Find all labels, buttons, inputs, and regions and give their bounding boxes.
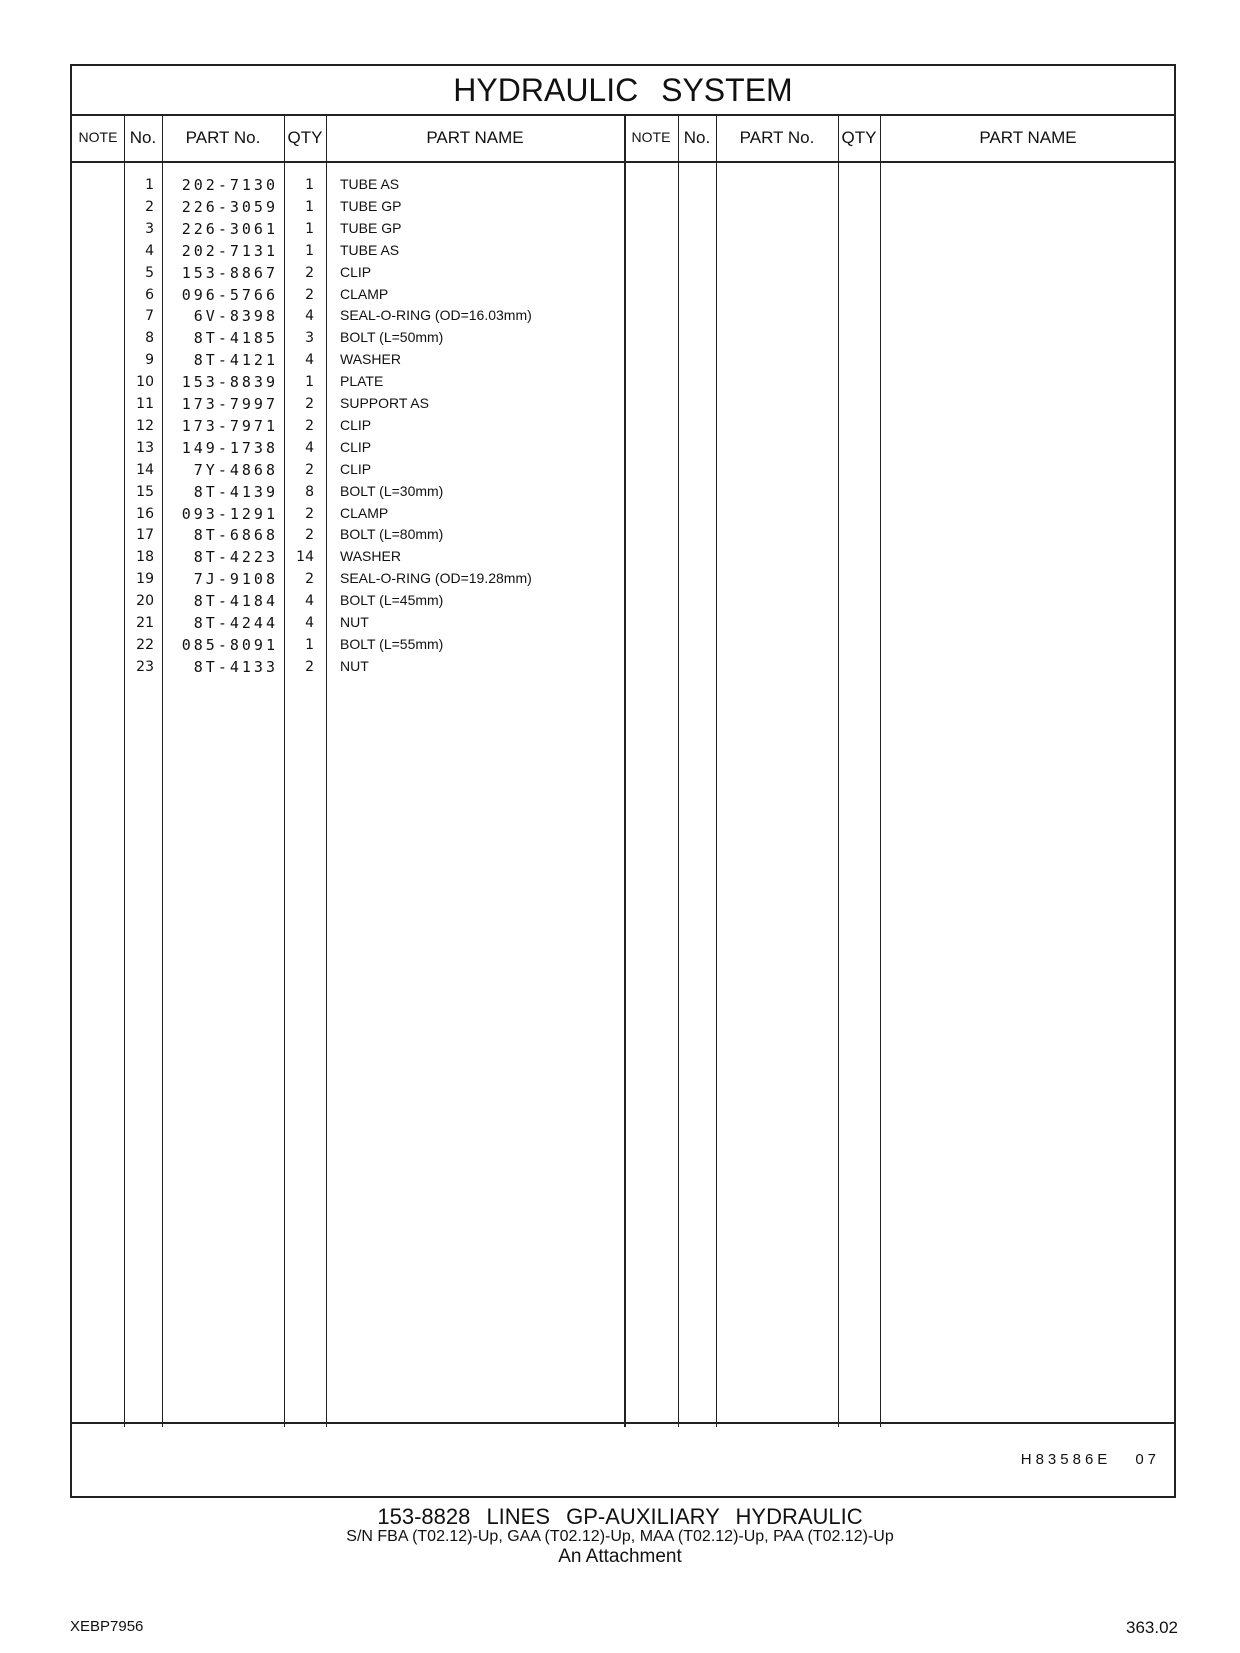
part-name: CLIP — [340, 263, 372, 280]
table-row — [72, 196, 632, 219]
table-row — [72, 503, 632, 526]
part-name: SUPPORT AS — [340, 395, 429, 411]
part-number: 202-7131 — [181, 241, 278, 260]
item-number: 20 — [136, 593, 154, 610]
quantity: 2 — [305, 286, 314, 303]
drawing-code-rev: 07 — [1135, 1451, 1160, 1468]
header-part-name-left: PART NAME — [426, 128, 524, 147]
col-divider — [880, 114, 881, 1427]
part-number: 093-1291 — [181, 504, 278, 523]
part-number: 149-1738 — [181, 438, 278, 457]
header-part-name-right: PART NAME — [979, 128, 1077, 147]
item-number: 14 — [136, 461, 154, 478]
col-divider — [678, 114, 679, 1427]
drawing-code — [1021, 1451, 1160, 1468]
part-number: 173-7997 — [181, 395, 278, 413]
item-number: 1 — [145, 177, 154, 193]
part-name: TUBE GP — [340, 197, 402, 214]
item-number: 18 — [136, 549, 154, 566]
part-number: 173-7971 — [181, 416, 278, 435]
table-row — [72, 415, 632, 438]
table-row — [72, 568, 632, 591]
header-qty-right: QTY — [841, 128, 877, 147]
item-number: 13 — [136, 439, 154, 456]
part-number: 8T-4133 — [193, 657, 278, 676]
table-row — [72, 262, 632, 285]
table-row — [72, 612, 632, 635]
quantity: 4 — [305, 615, 314, 631]
part-number: 8T-6868 — [193, 526, 278, 545]
parts-table-frame — [70, 64, 1176, 1498]
quantity: 3 — [305, 330, 314, 347]
header-no-left: No. — [129, 128, 157, 147]
table-row — [72, 174, 632, 197]
table-row — [72, 459, 632, 482]
part-name: TUBE AS — [340, 176, 400, 192]
table-row — [72, 393, 632, 416]
part-number: 8T-4121 — [193, 351, 278, 370]
part-number: 096-5766 — [181, 285, 278, 304]
quantity: 14 — [296, 549, 314, 566]
part-number: 8T-4185 — [193, 329, 278, 348]
table-row — [72, 218, 632, 241]
part-number: 8T-4139 — [193, 482, 278, 501]
drawing-code-id: H83586E — [1020, 1451, 1112, 1468]
header-no-right: No. — [683, 128, 711, 147]
part-name: NUT — [340, 614, 369, 630]
item-number: 17 — [136, 527, 154, 544]
item-number: 10 — [136, 374, 154, 391]
table-row — [72, 284, 632, 307]
quantity: 4 — [305, 352, 314, 369]
item-number: 23 — [136, 658, 154, 675]
item-number: 5 — [145, 264, 154, 281]
quantity: 4 — [305, 439, 314, 456]
item-number: 4 — [145, 242, 154, 259]
quantity: 1 — [305, 198, 314, 215]
serial-numbers: S/N FBA (T02.12)-Up, GAA (T02.12)-Up, MAA (T02.12)-Up, PAA (T02.12)-Up — [346, 1528, 894, 1545]
quantity: 2 — [305, 658, 314, 675]
part-number: 153-8839 — [181, 373, 278, 392]
header-note-right: NOTE — [631, 129, 671, 145]
quantity: 1 — [305, 242, 314, 259]
table-header — [72, 114, 1174, 163]
table-row — [72, 240, 632, 263]
part-number: 8T-4223 — [193, 548, 278, 567]
item-number: 11 — [136, 396, 154, 412]
part-name: SEAL-O-RING (OD=19.28mm) — [340, 570, 532, 587]
header-qty-left: QTY — [287, 128, 323, 147]
part-number: 226-3061 — [181, 219, 278, 238]
part-name: PLATE — [340, 373, 384, 390]
quantity: 4 — [305, 308, 314, 325]
col-divider — [838, 114, 839, 1427]
table-bottom-border — [72, 1422, 1174, 1424]
table-row — [72, 327, 632, 350]
quantity: 2 — [305, 571, 314, 588]
item-number: 12 — [136, 417, 154, 434]
page-title: HYDRAULIC SYSTEM — [72, 66, 1174, 116]
part-name: WASHER — [340, 548, 401, 565]
table-row — [72, 481, 632, 504]
item-number: 9 — [145, 352, 154, 369]
part-number: 6V-8398 — [193, 307, 278, 326]
quantity: 1 — [305, 374, 314, 391]
part-name: CLIP — [340, 460, 372, 477]
part-name: BOLT (L=55mm) — [340, 635, 444, 652]
item-number: 19 — [136, 571, 154, 588]
part-name: TUBE AS — [340, 241, 400, 258]
header-part-no-right: PART No. — [739, 128, 815, 147]
part-number: 085-8091 — [181, 635, 278, 654]
part-name: CLIP — [340, 438, 372, 455]
page-number: 363.02 — [1126, 1618, 1178, 1637]
quantity: 2 — [305, 505, 314, 522]
quantity: 2 — [305, 527, 314, 544]
item-number: 15 — [136, 483, 154, 500]
item-number: 22 — [136, 636, 154, 653]
quantity: 4 — [305, 593, 314, 610]
attachment-note: An Attachment — [558, 1546, 682, 1567]
doc-id: XEBP7956 — [70, 1618, 144, 1635]
part-name: CLAMP — [340, 285, 389, 302]
col-divider — [716, 114, 717, 1427]
quantity: 2 — [305, 396, 314, 412]
item-number: 2 — [145, 198, 154, 215]
quantity: 1 — [305, 220, 314, 237]
part-number: 7Y-4868 — [193, 460, 278, 479]
item-number: 6 — [145, 286, 154, 303]
table-row — [72, 590, 632, 613]
table-row — [72, 349, 632, 372]
part-number: 7J-9108 — [193, 570, 278, 589]
part-name: WASHER — [340, 351, 401, 368]
part-number: 202-7130 — [181, 176, 278, 194]
quantity: 8 — [305, 483, 314, 500]
assembly-title: 153-8828 LINES GP-AUXILIARY HYDRAULIC — [377, 1504, 863, 1529]
table-row — [72, 371, 632, 394]
table-row — [72, 305, 632, 328]
part-name: BOLT (L=30mm) — [340, 482, 444, 499]
part-name: NUT — [340, 657, 369, 674]
header-part-no-left: PART No. — [185, 128, 261, 147]
part-name: TUBE GP — [340, 219, 402, 236]
table-row — [72, 656, 632, 679]
quantity: 2 — [305, 264, 314, 281]
table-row — [72, 437, 632, 460]
quantity: 1 — [305, 177, 314, 193]
part-number: 8T-4244 — [193, 614, 278, 632]
part-name: BOLT (L=50mm) — [340, 329, 444, 346]
part-name: SEAL-O-RING (OD=16.03mm) — [340, 307, 532, 324]
quantity: 2 — [305, 461, 314, 478]
quantity: 1 — [305, 636, 314, 653]
header-note-left: NOTE — [78, 129, 118, 145]
item-number: 16 — [136, 505, 154, 522]
table-row — [72, 524, 632, 547]
part-name: BOLT (L=45mm) — [340, 592, 444, 609]
item-number: 21 — [136, 615, 154, 631]
part-name: CLAMP — [340, 504, 389, 521]
part-number: 153-8867 — [181, 263, 278, 282]
table-row — [72, 634, 632, 657]
item-number: 7 — [145, 308, 154, 325]
item-number: 3 — [145, 220, 154, 237]
part-number: 226-3059 — [181, 197, 278, 216]
item-number: 8 — [145, 330, 154, 347]
part-name: BOLT (L=80mm) — [340, 526, 444, 543]
table-row — [72, 546, 632, 569]
part-number: 8T-4184 — [193, 592, 278, 611]
quantity: 2 — [305, 417, 314, 434]
part-name: CLIP — [340, 416, 372, 433]
